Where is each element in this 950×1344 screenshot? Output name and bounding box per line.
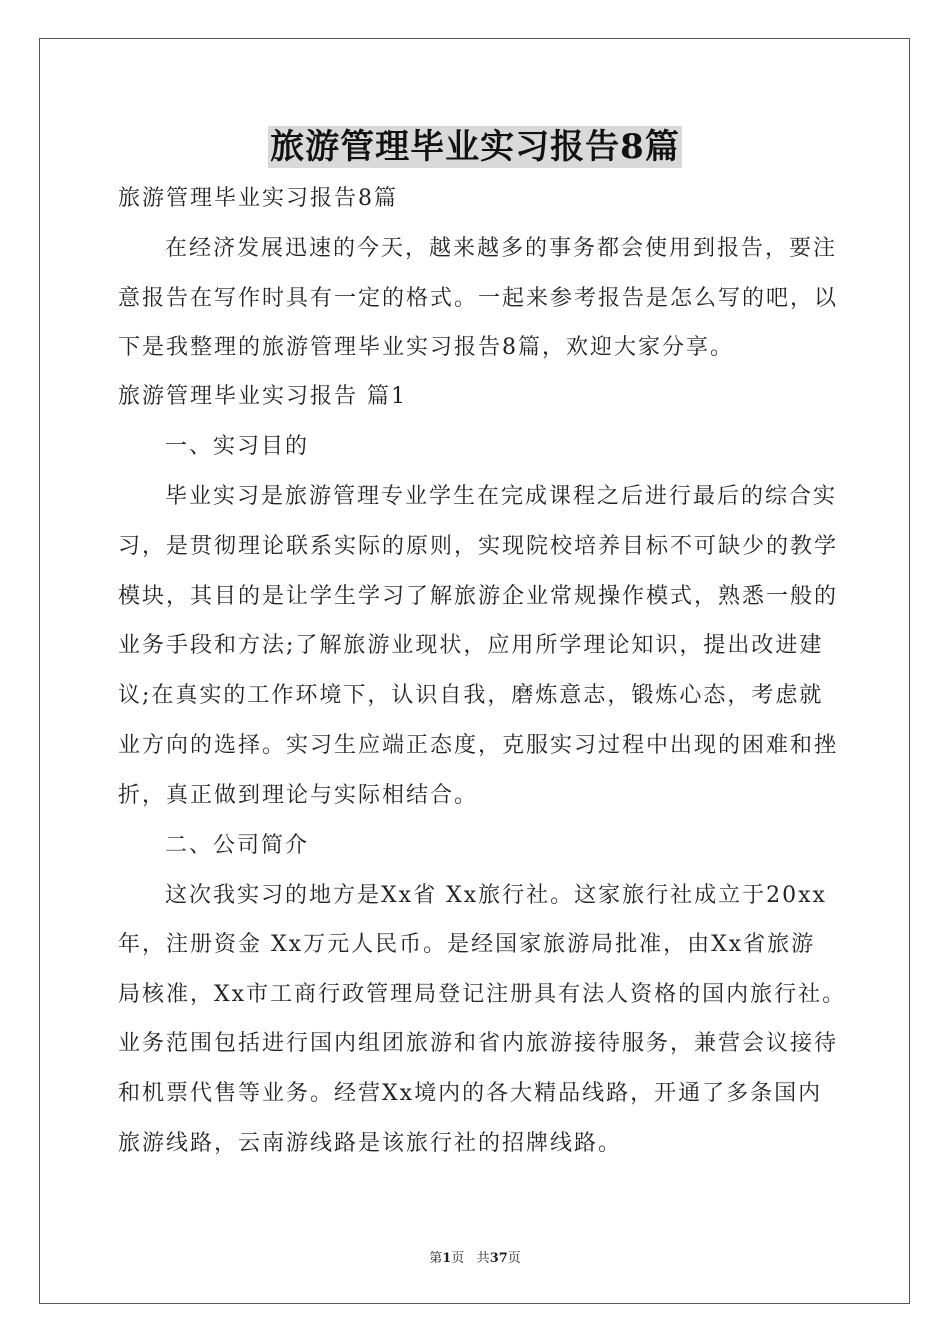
- section-heading: 旅游管理毕业实习报告 篇1: [118, 384, 407, 409]
- paragraph-line: 业务范围包括进行国内组团旅游和省内旅游接待服务，兼营会议接待: [118, 1031, 839, 1056]
- paragraph-line: 旅游线路，云南游线路是该旅行社的招牌线路。: [118, 1131, 623, 1156]
- paragraph-line: 意报告在写作时具有一定的格式。一起来参考报告是怎么写的吧，以: [118, 286, 839, 311]
- paragraph-line: 年，注册资金 Xx万元人民币。是经国家旅游局批准，由Xx省旅游: [118, 932, 816, 957]
- footer-total-prefix: 共: [476, 1251, 490, 1266]
- paragraph-line: 议;在真实的工作环境下，认识自我，磨炼意志，锻炼心态，考虑就: [118, 683, 824, 708]
- paragraph-line: 习，是贯彻理论联系实际的原则，实现院校培养目标不可缺少的教学: [118, 534, 839, 559]
- paragraph-line: 业务手段和方法;了解旅游业现状，应用所学理论知识，提出改进建: [118, 633, 824, 658]
- footer-total-pages: 37: [489, 1251, 508, 1266]
- footer-total-suffix: 页: [507, 1251, 521, 1266]
- title-container: [0, 126, 950, 168]
- document-subtitle: 旅游管理毕业实习报告8篇: [118, 186, 398, 211]
- footer-page-prefix: 第: [429, 1251, 443, 1266]
- paragraph-line: 下是我整理的旅游管理毕业实习报告8篇，欢迎大家分享。: [118, 335, 734, 360]
- document-title: 旅游管理毕业实习报告8篇: [270, 127, 680, 167]
- page-border: [39, 38, 910, 1304]
- page-footer: [0, 1247, 950, 1266]
- footer-page-suffix: 页: [451, 1251, 465, 1266]
- paragraph-line: 折，真正做到理论与实际相结合。: [118, 783, 479, 808]
- paragraph-line: 毕业实习是旅游管理专业学生在完成课程之后进行最后的综合实: [165, 484, 838, 509]
- subsection-heading: 一、实习目的: [165, 434, 310, 459]
- paragraph-line: 模块，其目的是让学生学习了解旅游企业常规操作模式，熟悉一般的: [118, 584, 839, 609]
- subsection-heading: 二、公司简介: [165, 833, 310, 858]
- paragraph-line: 业方向的选择。实习生应端正态度，克服实习过程中出现的困难和挫: [118, 733, 839, 758]
- paragraph-line: 在经济发展迅速的今天，越来越多的事务都会使用到报告，要注: [165, 236, 838, 261]
- footer-page-number: 1: [442, 1251, 452, 1266]
- paragraph-line: 这次我实习的地方是Xx省 Xx旅行社。这家旅行社成立于20xx: [165, 883, 827, 908]
- paragraph-line: 局核准，Xx市工商行政管理局登记注册具有法人资格的国内旅行社。: [118, 982, 847, 1007]
- paragraph-line: 和机票代售等业务。经营Xx境内的各大精品线路，开通了多条国内: [118, 1081, 823, 1106]
